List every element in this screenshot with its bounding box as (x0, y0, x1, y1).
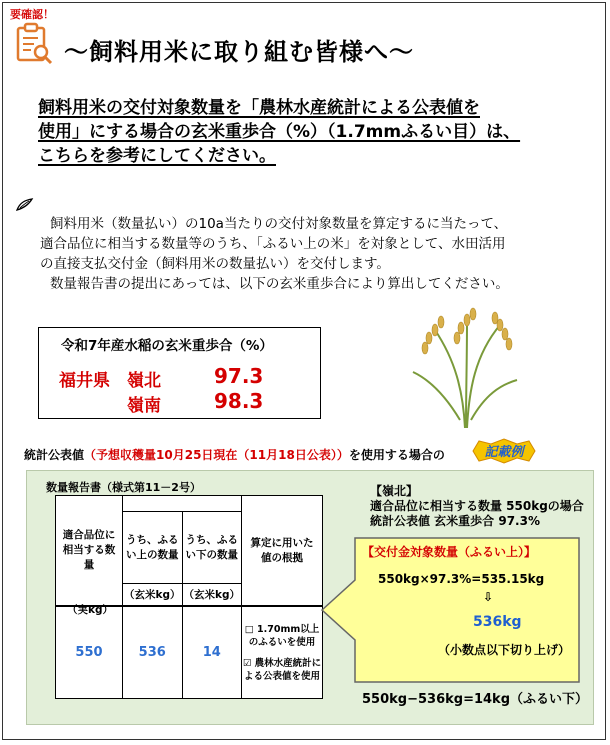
body-line-4: 数量報告書の提出にあっては、以下の玄米重歩合により算出してください。 (50, 276, 509, 292)
example-label: 記載例 (484, 445, 524, 460)
clipboard-magnifier-icon (14, 22, 54, 66)
down-arrow-icon: ⇩ (483, 590, 494, 604)
calc-title: 【交付金対象数量（ふるい上）】 (362, 545, 537, 559)
col-below-label: うち、ふるい下の数量 (185, 533, 238, 561)
stat-prefix: 統計公表値 (24, 448, 85, 462)
intro-line-2: 使用」にする場合の玄米重歩合（%）（1.7mmふるい目）は、 (38, 122, 521, 142)
body-line-3: の直接支払交付金（飼料用米の数量払い）を交付します。 (40, 256, 390, 272)
subheader-blank (123, 496, 242, 512)
value-below: 14 (182, 607, 242, 699)
example-condition-1: 適合品位に相当する数量 550kgの場合 (370, 499, 584, 513)
brown-rice-ratio-box (38, 327, 321, 419)
page-title: ～飼料用米に取り組む皆様へ～ (64, 38, 414, 66)
statistics-usage-line (24, 446, 445, 463)
col-below-unit: （玄米kg） (182, 584, 242, 606)
confirm-badge: 要確認！ (10, 8, 54, 21)
quantity-report-table (55, 495, 323, 699)
leaf-doodle-icon (14, 194, 36, 216)
col-basis-header (242, 496, 323, 606)
rounding-note: （小数点以下切り上げ） (438, 643, 571, 657)
basis-option-sieve: □ 1.70mm以上のふるいを使用 (244, 623, 320, 648)
calc-formula: 550kg×97.3%=535.15kg (378, 572, 545, 586)
stat-date-note: （予想収穫量10月25日現在（11月18日公表）） (84, 448, 349, 462)
col-above-label: うち、ふるい上の数量 (126, 533, 179, 561)
value-above: 536 (123, 607, 183, 699)
example-badge (471, 438, 537, 464)
intro-line-3: こちらを参考にしてください。 (38, 146, 276, 166)
calc-result: 536kg (473, 614, 522, 630)
ratio-value-reihoku: 97.3 (214, 364, 264, 388)
rice-plant-illustration (405, 300, 525, 430)
prefecture-label: 福井県 (59, 371, 110, 391)
ratio-box-title: 令和7年産水稲の玄米重歩合（%） (61, 338, 273, 354)
explanation-paragraph (40, 214, 580, 294)
col-above-unit: （玄米kg） (123, 584, 183, 606)
region-reihoku: 嶺北 (127, 371, 161, 391)
example-region-label: 【嶺北】 (370, 484, 419, 498)
col-fit-unit: （実kg） (67, 604, 113, 616)
region-reinan: 嶺南 (127, 396, 161, 416)
col-fit-label: 適合品位に相当する数量 (62, 529, 116, 571)
intro-paragraph (38, 96, 568, 168)
col-below-header (182, 512, 242, 584)
stat-suffix: を使用する場合の (348, 448, 445, 462)
basis-options (242, 607, 323, 699)
col-basis-label: 算定に用いた値の根拠 (250, 536, 314, 564)
report-form-title: 数量報告書（様式第11－2号） (46, 481, 201, 494)
body-line-1: 飼料用米（数量払い）の10a当たりの交付対象数量を算定するに当たって、 (50, 216, 508, 232)
intro-line-1: 飼料用米の交付対象数量を「農林水産統計による公表値を (38, 98, 480, 118)
body-line-2: 適合品位に相当する数量等のうち、「ふるい上の米」を対象として、水田活用 (40, 236, 506, 252)
example-conditions (370, 484, 584, 529)
basis-option-statistics: ☑ 農林水産統計による公表値を使用 (242, 657, 322, 682)
ratio-value-reinan: 98.3 (214, 389, 264, 413)
below-sieve-calc: 550kg−536kg=14kg（ふるい下） (362, 692, 589, 707)
col-above-header (123, 512, 183, 584)
col-fit-header (56, 496, 123, 606)
value-fit: 550 (56, 607, 123, 699)
example-condition-2: 統計公表値 玄米重歩合 97.3% (370, 514, 540, 528)
